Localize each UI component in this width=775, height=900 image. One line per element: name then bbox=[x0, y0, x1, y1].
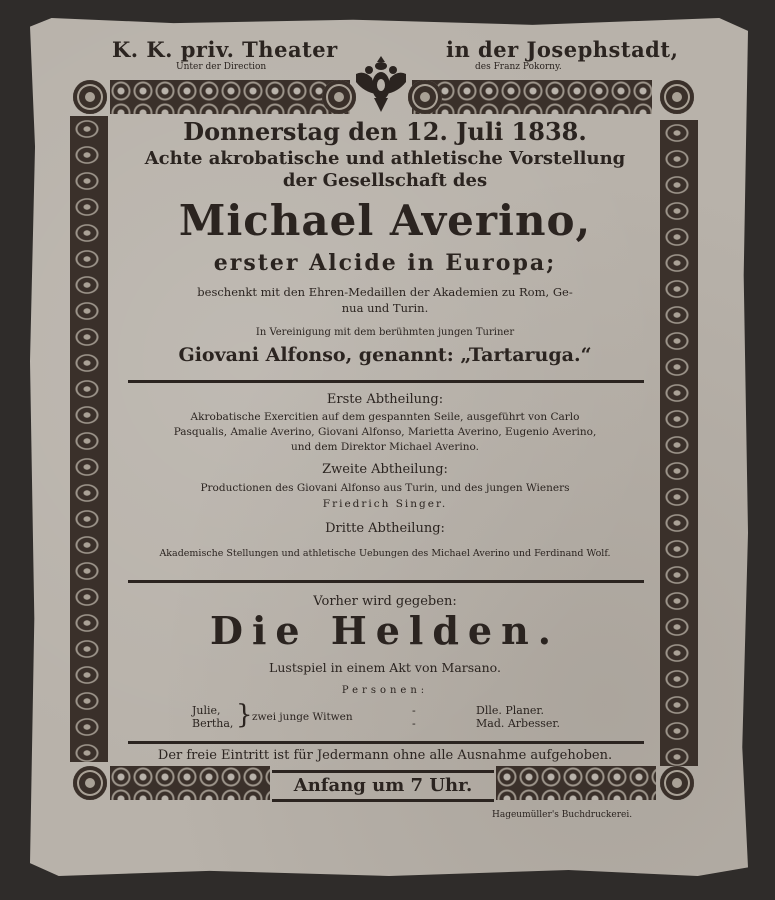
performance-title-line-2: der Gesellschaft des bbox=[282, 170, 488, 191]
rosette-top-center-left bbox=[322, 80, 356, 114]
divider-rule-1 bbox=[128, 380, 644, 383]
divider-rule-2 bbox=[128, 580, 644, 583]
association-line: In Vereinigung mit dem berühmten jungen Turiner bbox=[255, 327, 515, 338]
play-intro: Vorher wird gegeben: bbox=[313, 594, 457, 609]
section-3-heading: Dritte Abtheilung: bbox=[325, 521, 445, 536]
section-1-line-3: und dem Direktor Michael Averino. bbox=[291, 441, 479, 453]
play-title: Die Helden. bbox=[210, 608, 560, 653]
section-2-heading: Zweite Abtheilung: bbox=[322, 462, 448, 477]
performer-title: erster Alcide in Europa; bbox=[213, 250, 557, 276]
performer-name: Michael Averino, bbox=[178, 196, 592, 245]
divider-rule-3 bbox=[128, 741, 644, 744]
cast-role-julie: Julie, bbox=[192, 704, 221, 717]
double-headed-eagle-icon bbox=[352, 52, 410, 114]
guest-performer-name: Giovani Alfonso, genannt: „Tartaruga.“ bbox=[178, 344, 592, 366]
cast-brace: } bbox=[236, 700, 253, 730]
corner-rosette-bottom-right bbox=[660, 766, 694, 800]
section-2-line-2: Friedrich Singer. bbox=[322, 498, 448, 510]
bottom-ornament-band-left bbox=[110, 766, 270, 800]
cast-actor-planer: Dlle. Planer. bbox=[476, 704, 544, 717]
start-time: Anfang um 7 Uhr. bbox=[293, 775, 473, 796]
cast-actor-arbesser: Mad. Arbesser. bbox=[476, 717, 560, 730]
printer-imprint: Hageumüller's Buchdruckerei. bbox=[492, 810, 633, 820]
theater-name-left: K. K. priv. Theater bbox=[112, 37, 338, 62]
medals-line-1: beschenkt mit den Ehren-Medaillen der Akademien zu Rom, Ge- bbox=[197, 285, 573, 299]
direction-left: Unter der Direction bbox=[176, 62, 267, 72]
cast-dash-2: - bbox=[412, 717, 416, 730]
section-1-line-1: Akrobatische Exercitien auf dem gespannten Seile, ausgeführt von Carlo bbox=[190, 411, 580, 423]
theater-name-right: in der Josephstadt, bbox=[446, 37, 679, 62]
corner-rosette-top-left bbox=[73, 80, 107, 114]
corner-rosette-bottom-left bbox=[73, 766, 107, 800]
top-ornament-band-left bbox=[110, 80, 350, 114]
cast-role-bertha: Bertha, bbox=[192, 717, 234, 730]
top-ornament-band-right bbox=[412, 80, 652, 114]
section-3-line-1: Akademische Stellungen und athletische Uebungen des Michael Averino und Ferdinand Wolf. bbox=[159, 548, 611, 559]
section-1-heading: Erste Abtheilung: bbox=[326, 392, 444, 407]
bottom-ornament-band-right bbox=[496, 766, 656, 800]
direction-right: des Franz Pokorny. bbox=[475, 62, 562, 72]
start-time-box bbox=[272, 770, 494, 802]
cast-dash-1: - bbox=[412, 704, 416, 717]
corner-rosette-top-right bbox=[660, 80, 694, 114]
right-ornament-border bbox=[660, 120, 698, 766]
free-entry-notice: Der freie Eintritt ist für Jedermann ohne alle Ausnahme aufgehoben. bbox=[157, 748, 613, 763]
left-ornament-border bbox=[70, 116, 108, 762]
cast-role-description: zwei junge Witwen bbox=[252, 711, 353, 723]
medals-line-2: nua und Turin. bbox=[341, 301, 429, 315]
cast-heading: Personen: bbox=[341, 685, 429, 696]
rosette-top-center-right bbox=[408, 80, 442, 114]
performance-title-line-1: Achte akrobatische und athletische Vorstellung bbox=[144, 148, 626, 169]
performance-date: Donnerstag den 12. Juli 1838. bbox=[183, 117, 587, 146]
play-subtitle: Lustspiel in einem Akt von Marsano. bbox=[269, 660, 501, 675]
section-1-line-2: Pasqualis, Amalie Averino, Giovani Alfonso, Marietta Averino, Eugenio Averino, bbox=[173, 426, 597, 438]
section-2-line-1: Productionen des Giovani Alfonso aus Turin, und des jungen Wieners bbox=[200, 482, 570, 494]
